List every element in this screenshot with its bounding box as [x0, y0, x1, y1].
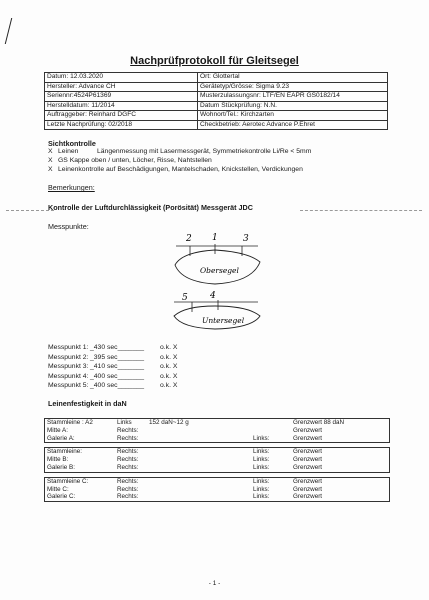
untersegel-label: Untersegel — [202, 316, 245, 325]
info-row — [45, 120, 388, 130]
festigkeit-cell — [147, 493, 251, 501]
festigkeit-row — [45, 456, 390, 464]
messpunkt-value: _400 sec_______ — [90, 382, 145, 389]
check-item — [48, 166, 303, 173]
festigkeit-row — [45, 477, 390, 485]
festigkeit-cell: Links — [115, 419, 147, 427]
point-2-label: 2 — [186, 234, 192, 244]
check-mark: X — [48, 148, 53, 155]
info-cell-left: Herstelldatum: 11/2014 — [45, 101, 198, 111]
messpunkt-label: Messpunkt 2: — [48, 353, 89, 361]
festigkeit-cell: Grenzwert — [291, 493, 390, 501]
festigkeit-cell: Stammleine C: — [45, 477, 116, 485]
festigkeit-cell: Rechts: — [117, 426, 139, 434]
check-mark: X — [48, 166, 53, 173]
festigkeit-cell: Grenzwert — [291, 456, 390, 464]
scan-dash-left — [6, 210, 54, 211]
festigkeit-cell: Links: — [251, 448, 291, 456]
festigkeit-cell — [147, 456, 251, 464]
festigkeit-cell: Mitte C: — [45, 486, 116, 494]
sichtkontrolle-heading: Sichtkontrolle — [48, 139, 96, 148]
messpunkt-ok: o.k. X — [160, 344, 178, 351]
messpunkt-value: _430 sec_______ — [90, 344, 145, 351]
festigkeit-cell: Links: — [251, 464, 291, 472]
info-row — [45, 73, 388, 83]
page-title: Nachprüfprotokoll für Gleitsegel — [130, 55, 299, 67]
check-label: Leinen — [58, 148, 79, 155]
info-row — [45, 111, 388, 121]
messpunkt-ok: o.k. X — [160, 363, 178, 370]
festigkeit-row — [45, 435, 390, 443]
messpunkte-label: Messpunkte: — [48, 222, 89, 231]
check-mark: X — [48, 157, 53, 164]
check-text: GS Kappe oben / unten, Löcher, Risse, Nahtstellen — [58, 157, 212, 164]
messpunkt-row — [48, 382, 177, 389]
festigkeit-cell: Stammleine: — [45, 448, 116, 456]
festigkeit-cell: Mitte B: — [45, 456, 116, 464]
check-text: Leinenkontrolle auf Beschädigungen, Mantelschaden, Knickstellen, Verdickungen — [58, 166, 303, 173]
festigkeit-row — [45, 486, 390, 494]
point-1-label: 1 — [212, 233, 218, 243]
info-cell-right: Ort: Glottertal — [198, 73, 388, 83]
info-row — [45, 92, 388, 102]
festigkeit-cell: Mitte A: — [45, 427, 116, 435]
info-row — [45, 101, 388, 111]
untersegel-sketch — [174, 291, 260, 329]
messpunkt-row — [48, 363, 177, 370]
festigkeit-cell: Grenzwert — [291, 486, 390, 494]
messpunkt-label: Messpunkt 1: — [48, 344, 89, 351]
festigkeit-row — [45, 448, 390, 456]
messpunkt-ok: o.k. X — [160, 372, 178, 380]
festigkeit-row — [45, 493, 390, 501]
porositaet-heading: Kontrolle der Luftdurchlässigkeit (Porösität) Messgerät JDC — [48, 203, 253, 212]
festigkeit-cell: Links: — [253, 456, 270, 464]
festigkeit-cell — [147, 448, 251, 456]
check-item — [48, 157, 212, 164]
festigkeit-cell: Links: — [251, 477, 291, 485]
messpunkt-label: Messpunkt 5: — [48, 382, 89, 389]
leinen-heading: Leinenfestigkeit in daN — [48, 399, 127, 408]
point-3-label: 3 — [243, 234, 249, 244]
festigkeit-cell: Links: — [251, 493, 291, 501]
check-item — [48, 148, 311, 155]
info-cell-left: Letzte Nachprüfung: 02/2018 — [45, 120, 198, 130]
messpunkt-ok: o.k. X — [160, 382, 178, 389]
festigkeit-cell: Rechts: — [115, 477, 147, 485]
scan-dash-right — [300, 210, 422, 211]
festigkeit-cell: Rechts: — [117, 456, 139, 464]
check-text: Längenmessung mit Lasermessgerät, Symmetriekontrolle Li/Re < 5mm — [97, 148, 312, 155]
festigkeit-cell: 152 daN~12 g — [147, 419, 251, 427]
festigkeit-cell: Rechts: — [115, 435, 147, 443]
festigkeit-row — [45, 464, 390, 472]
messpunkt-value: _395 sec_______ — [90, 353, 145, 361]
festigkeit-cell: Grenzwert — [291, 464, 390, 472]
info-cell-right: Gerätetyp/Grösse: Sigma 9.23 — [198, 82, 388, 92]
info-cell-right: Wohnort/Tel.: Kirchzarten — [198, 111, 388, 121]
festigkeit-cell — [251, 427, 291, 435]
messpunkt-label: Messpunkt 3: — [48, 363, 89, 370]
festigkeit-cell: Rechts: — [115, 464, 147, 472]
festigkeit-cell: Links: — [253, 485, 270, 493]
festigkeit-cell: Galerie C: — [45, 493, 116, 501]
wing-diagram — [160, 230, 270, 340]
messpunkt-value: _400 sec_______ — [90, 372, 145, 380]
festigkeit-cell: Grenzwert — [291, 448, 390, 456]
obersegel-sketch — [175, 233, 260, 284]
festigkeit-cell: Rechts: — [115, 493, 147, 501]
messpunkt-row — [48, 354, 177, 361]
info-cell-left: Datum: 12.03.2020 — [45, 73, 198, 83]
festigkeit-row — [45, 427, 390, 435]
info-row — [45, 82, 388, 92]
festigkeit-cell — [147, 435, 251, 443]
festigkeit-cell: Links: — [251, 435, 291, 443]
obersegel-label: Obersegel — [200, 266, 239, 275]
festigkeit-cell — [147, 427, 251, 435]
info-cell-right: Checkbetrieb: Aerotec Advance P.Ehret — [198, 120, 388, 130]
pen-mark — [5, 18, 15, 44]
messpunkt-ok: o.k. X — [160, 353, 178, 361]
info-cell-left: Auftraggeber: Reinhard DGFC — [45, 111, 198, 121]
festigkeit-cell — [147, 477, 251, 485]
point-4-label: 4 — [210, 291, 216, 301]
festigkeit-table — [44, 418, 390, 502]
festigkeit-row — [45, 419, 390, 427]
messpunkt-row — [48, 344, 177, 351]
info-cell-right: Musterzulassungsnr: LTF/EN EAPR GS0182/14 — [198, 92, 388, 102]
info-table — [44, 72, 388, 130]
festigkeit-cell: Galerie B: — [45, 464, 116, 472]
point-5-label: 5 — [182, 293, 188, 303]
festigkeit-cell: Grenzwert 88 daN — [291, 419, 390, 427]
info-cell-left: Seriennr:4524P61369 — [45, 92, 198, 102]
messpunkt-row — [48, 373, 177, 380]
info-cell-left: Hersteller: Advance CH — [45, 82, 198, 92]
festigkeit-cell — [147, 464, 251, 472]
messpunkt-label: Messpunkt 4: — [48, 372, 89, 380]
festigkeit-cell — [251, 419, 291, 427]
festigkeit-cell — [147, 486, 251, 494]
festigkeit-cell: Grenzwert — [291, 477, 390, 485]
festigkeit-cell: Galerie A: — [45, 435, 116, 443]
festigkeit-cell: Stammleine : A2 — [45, 419, 116, 427]
messpunkt-value: _410 sec_______ — [90, 363, 145, 370]
page-number: - 1 - — [208, 580, 221, 587]
festigkeit-cell: Grenzwert — [291, 427, 390, 435]
festigkeit-cell: Rechts: — [115, 448, 147, 456]
info-cell-right: Datum Stückprüfung: N.N. — [198, 101, 388, 111]
festigkeit-cell: Grenzwert — [291, 435, 390, 443]
festigkeit-cell: Rechts: — [117, 485, 139, 493]
bemerkungen-label: Bemerkungen: — [48, 183, 95, 192]
